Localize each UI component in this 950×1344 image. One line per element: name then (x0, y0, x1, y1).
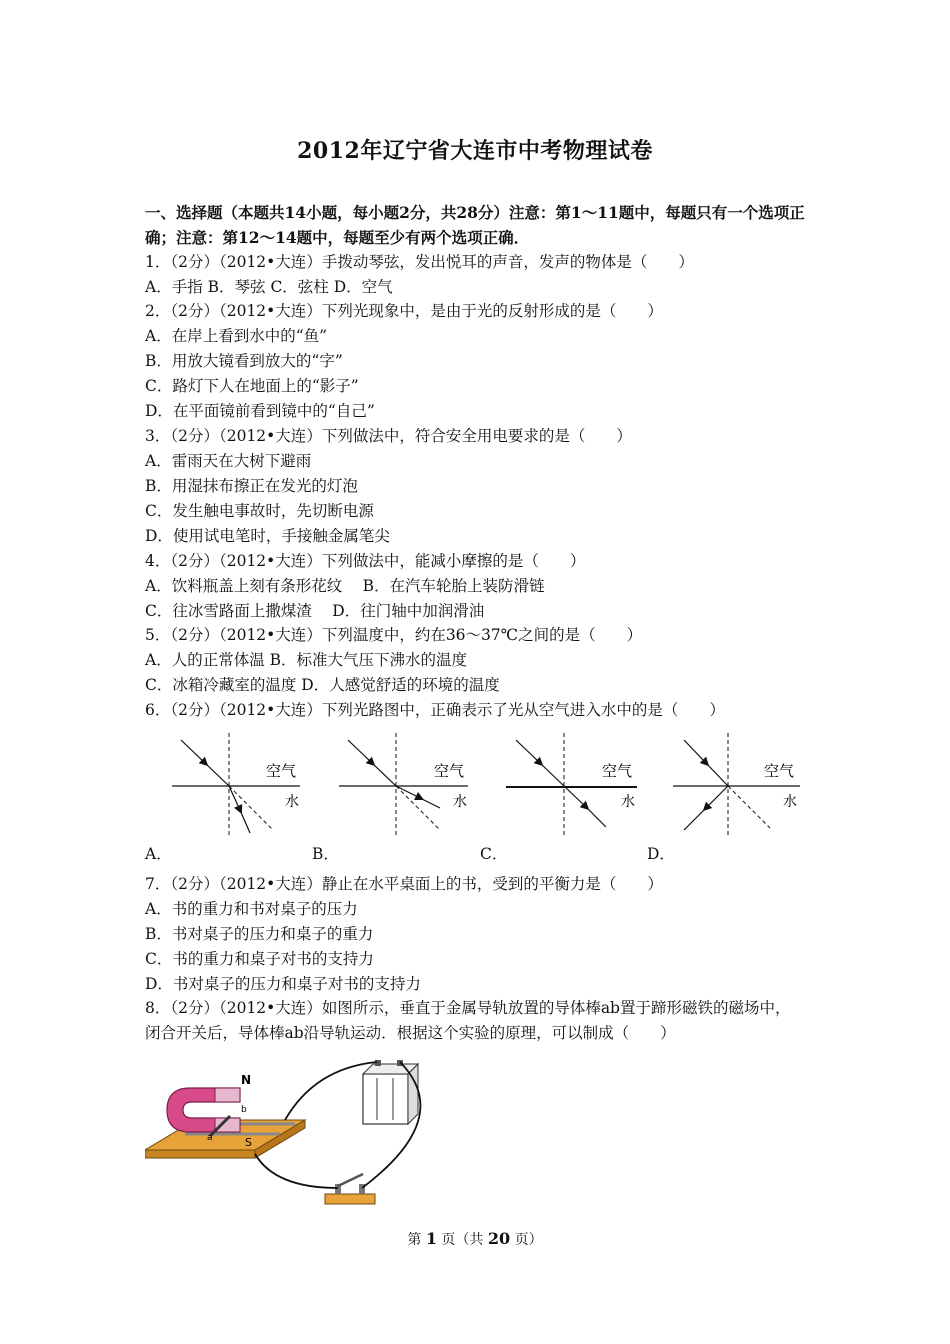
option-line: C．往冰雪路面上撒煤渣 D．往门轴中加润滑油 (145, 602, 485, 620)
motor-experiment-figure (145, 1058, 445, 1218)
page-footer (0, 1229, 950, 1249)
question-line: 6．（2分）（2012•大连）下列光路图中，正确表示了光从空气进入水中的是（ ） (145, 701, 725, 719)
air-label: 空气 (602, 762, 633, 780)
magnet-s-label: S (245, 1136, 252, 1149)
option-line: C．冰箱冷藏室的温度 D．人感觉舒适的环境的温度 (145, 676, 500, 694)
option-line: A．人的正常体温 B．标准大气压下沸水的温度 (145, 651, 468, 669)
page-number: 1 (425, 1229, 437, 1248)
option-line: B．用湿抹布擦正在发光的灯泡 (145, 477, 358, 495)
diagram-b (339, 733, 468, 836)
diagram-a (172, 733, 300, 836)
diagram-option-d: D． (647, 845, 675, 863)
question-line: 1．（2分）（2012•大连）手拨动琴弦，发出悦耳的声音，发声的物体是（ ） (145, 253, 694, 271)
section-header: 一、选择题（本题共14小题，每小题2分，共28分）注意：第1～11题中，每题只有一个选项正确；注意：第12～14题中，每题至少有两个选项正确． (145, 203, 805, 247)
option-line: D．在平面镜前看到镜中的“自己” (145, 402, 375, 420)
option-line: C．书的重力和桌子对书的支持力 (145, 950, 374, 968)
rod-b-label: b (241, 1105, 247, 1115)
rod-a-label: a (207, 1133, 213, 1143)
option-line: D．书对桌子的压力和桌子对书的支持力 (145, 975, 421, 993)
option-line: B．用放大镜看到放大的“字” (145, 352, 343, 370)
magnet-n-label: N (241, 1073, 252, 1087)
light-path-diagrams (0, 728, 950, 838)
question-8-text: 8．（2分）（2012•大连）如图所示，垂直于金属导轨放置的导体棒ab置于蹄形磁铁的磁场中，闭合开关后，导体棒ab沿导轨运动．根据这个实验的原理，可以制成（ ） (145, 999, 791, 1042)
option-line: A．在岸上看到水中的“鱼” (145, 327, 328, 345)
question-line: 4．（2分）（2012•大连）下列做法中，能减小摩擦的是（ ） (145, 552, 586, 570)
water-label: 水 (621, 794, 635, 810)
option-line: A．雷雨天在大树下避雨 (145, 452, 312, 470)
air-label: 空气 (764, 762, 795, 780)
option-line: C．路灯下人在地面上的“影子” (145, 377, 359, 395)
water-label: 水 (285, 794, 299, 810)
option-line: A．饮料瓶盖上刻有条形花纹 B．在汽车轮胎上装防滑链 (145, 577, 545, 595)
diagram-option-c: C． (480, 845, 508, 863)
diagram-c (506, 733, 637, 836)
diagram-d (673, 733, 800, 836)
footer-suffix: 页） (510, 1232, 543, 1248)
option-line: C．发生触电事故时，先切断电源 (145, 502, 374, 520)
air-label: 空气 (266, 762, 297, 780)
footer-prefix: 第 (407, 1232, 426, 1248)
page-title: 2012年辽宁省大连市中考物理试卷 (297, 138, 653, 164)
water-label: 水 (783, 794, 797, 810)
diagram-option-a: A． (145, 845, 172, 863)
water-label: 水 (453, 794, 467, 810)
footer-middle: 页（共 (436, 1232, 488, 1248)
question-line: 5．（2分）（2012•大连）下列温度中，约在36～37℃之间的是（ ） (145, 626, 643, 644)
option-line: A．手指 B．琴弦 C．弦柱 D．空气 (145, 278, 393, 296)
question-line: 2．（2分）（2012•大连）下列光现象中，是由于光的反射形成的是（ ） (145, 302, 663, 320)
question-line: 3．（2分）（2012•大连）下列做法中，符合安全用电要求的是（ ） (145, 427, 632, 445)
total-pages: 20 (487, 1229, 511, 1248)
option-line: B．书对桌子的压力和桌子的重力 (145, 925, 374, 943)
diagram-option-b: B． (312, 845, 339, 863)
question-line: 7．（2分）（2012•大连）静止在水平桌面上的书，受到的平衡力是（ ） (145, 875, 663, 893)
option-line: D．使用试电笔时，手接触金属笔尖 (145, 527, 390, 545)
air-label: 空气 (434, 762, 465, 780)
option-line: A．书的重力和书对桌子的压力 (145, 900, 358, 918)
